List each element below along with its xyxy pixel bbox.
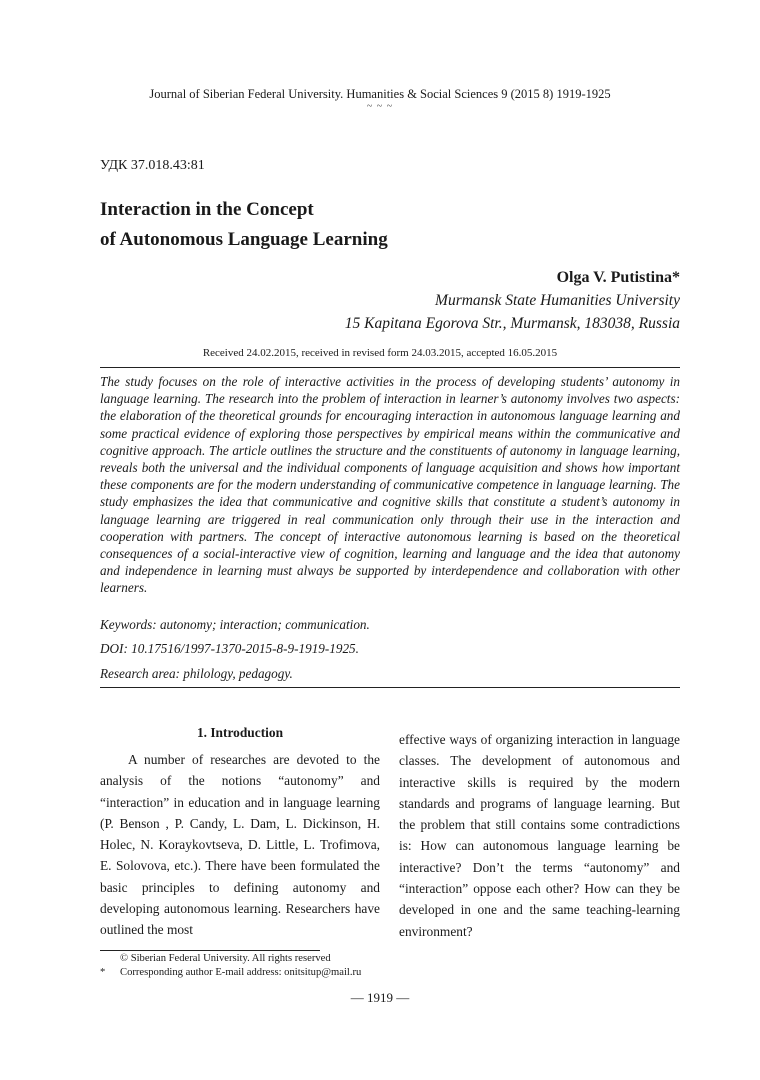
journal-header: Journal of Siberian Federal University. Humanities & Social Sciences 9 (2015 8) 1919-1925 [149,87,611,101]
page-number: — 1919 — [350,990,410,1005]
udk-code: УДК 37.018.43:81 [100,158,205,173]
footnote-mark: * [100,967,106,978]
author-address: 15 Kapitana Egorova Str., Murmansk, 183038, Russia [344,315,680,332]
body-column-right: effective ways of organizing interaction in language classes. The development of autonomous and interactive skills is required by the modern standards and programs of language learning. But the problem that still contains some contradictions is: How can autonomous language learning be interactive? Don’t the terms “autonomy” and “interaction” oppose each other? How can they be developed in one and the same teaching-learning environment? [399,732,680,939]
research-area: Research area: philology, pedagogy. [100,666,293,681]
title-line-1: Interaction in the Concept [100,199,314,220]
footnote-copyright [100,952,331,966]
copyright-text: © Siberian Federal University. All rights reserved [120,953,331,964]
abstract-bottom-rule [100,687,680,688]
footnote-corresponding [100,966,361,980]
abstract-top-rule [100,367,680,368]
body-column-left: A number of researches are devoted to the analysis of the notions “autonomy” and “interaction” in education and in language learning (P. Benson , P. Candy, L. Dam, L. Dickinson, H. Holec, N. Koraykovtseva, D. Little, L. Trofimova, E. Solovova, etc.). There have been formulated the basic principles to defining autonomy and developing autonomous learning. Researchers have outlined the most [100,752,380,938]
section-heading: 1. Introduction [196,725,284,740]
keywords: Keywords: autonomy; interaction; communication. [100,617,370,632]
corresponding-text: Corresponding author E-mail address: onitsitup@mail.ru [120,967,362,978]
author-block [345,266,680,335]
author-institution: Murmansk State Humanities University [435,292,680,309]
doi: DOI: 10.17516/1997-1370-2015-8-9-1919-1925. [100,641,359,656]
abstract-text: The study focuses on the role of interactive activities in the process of developing students’ autonomy in language learning. The research into the problem of interaction in learner’s autonomy involves two aspects: the elaboration of the theoretical grounds for encouraging interaction in autonomous language learning and some practical evidence of exploring those perspectives by empirical means within the communicative and cognitive approach. The article outlines the structure and the constituents of autonomy in language learning, reveals both the universal and the individual components of language acquisition and shows how important these components are for the modern understanding of communicative competence in language learning. The study emphasizes the idea that communicative and cognitive skills that constitute a student’s autonomy in language learning are triggered in real communication only through their use in the interaction and cooperation with partners. The concept of interactive autonomous learning is based on the theoretical consequences of a social-interactive view of cognition, learning and language and the idea that autonomy and independence in learning must always be supported by interdependence and collaboration with other learners. [100,374,680,596]
title-line-2: of Autonomous Language Learning [100,229,388,250]
author-name: Olga V. Putistina* [556,269,680,286]
header-separator: ~ ~ ~ [366,101,394,112]
received-dates: Received 24.02.2015, received in revised form 24.03.2015, accepted 16.05.2015 [202,347,558,359]
article-title [100,195,388,255]
footnote-rule [100,950,320,951]
